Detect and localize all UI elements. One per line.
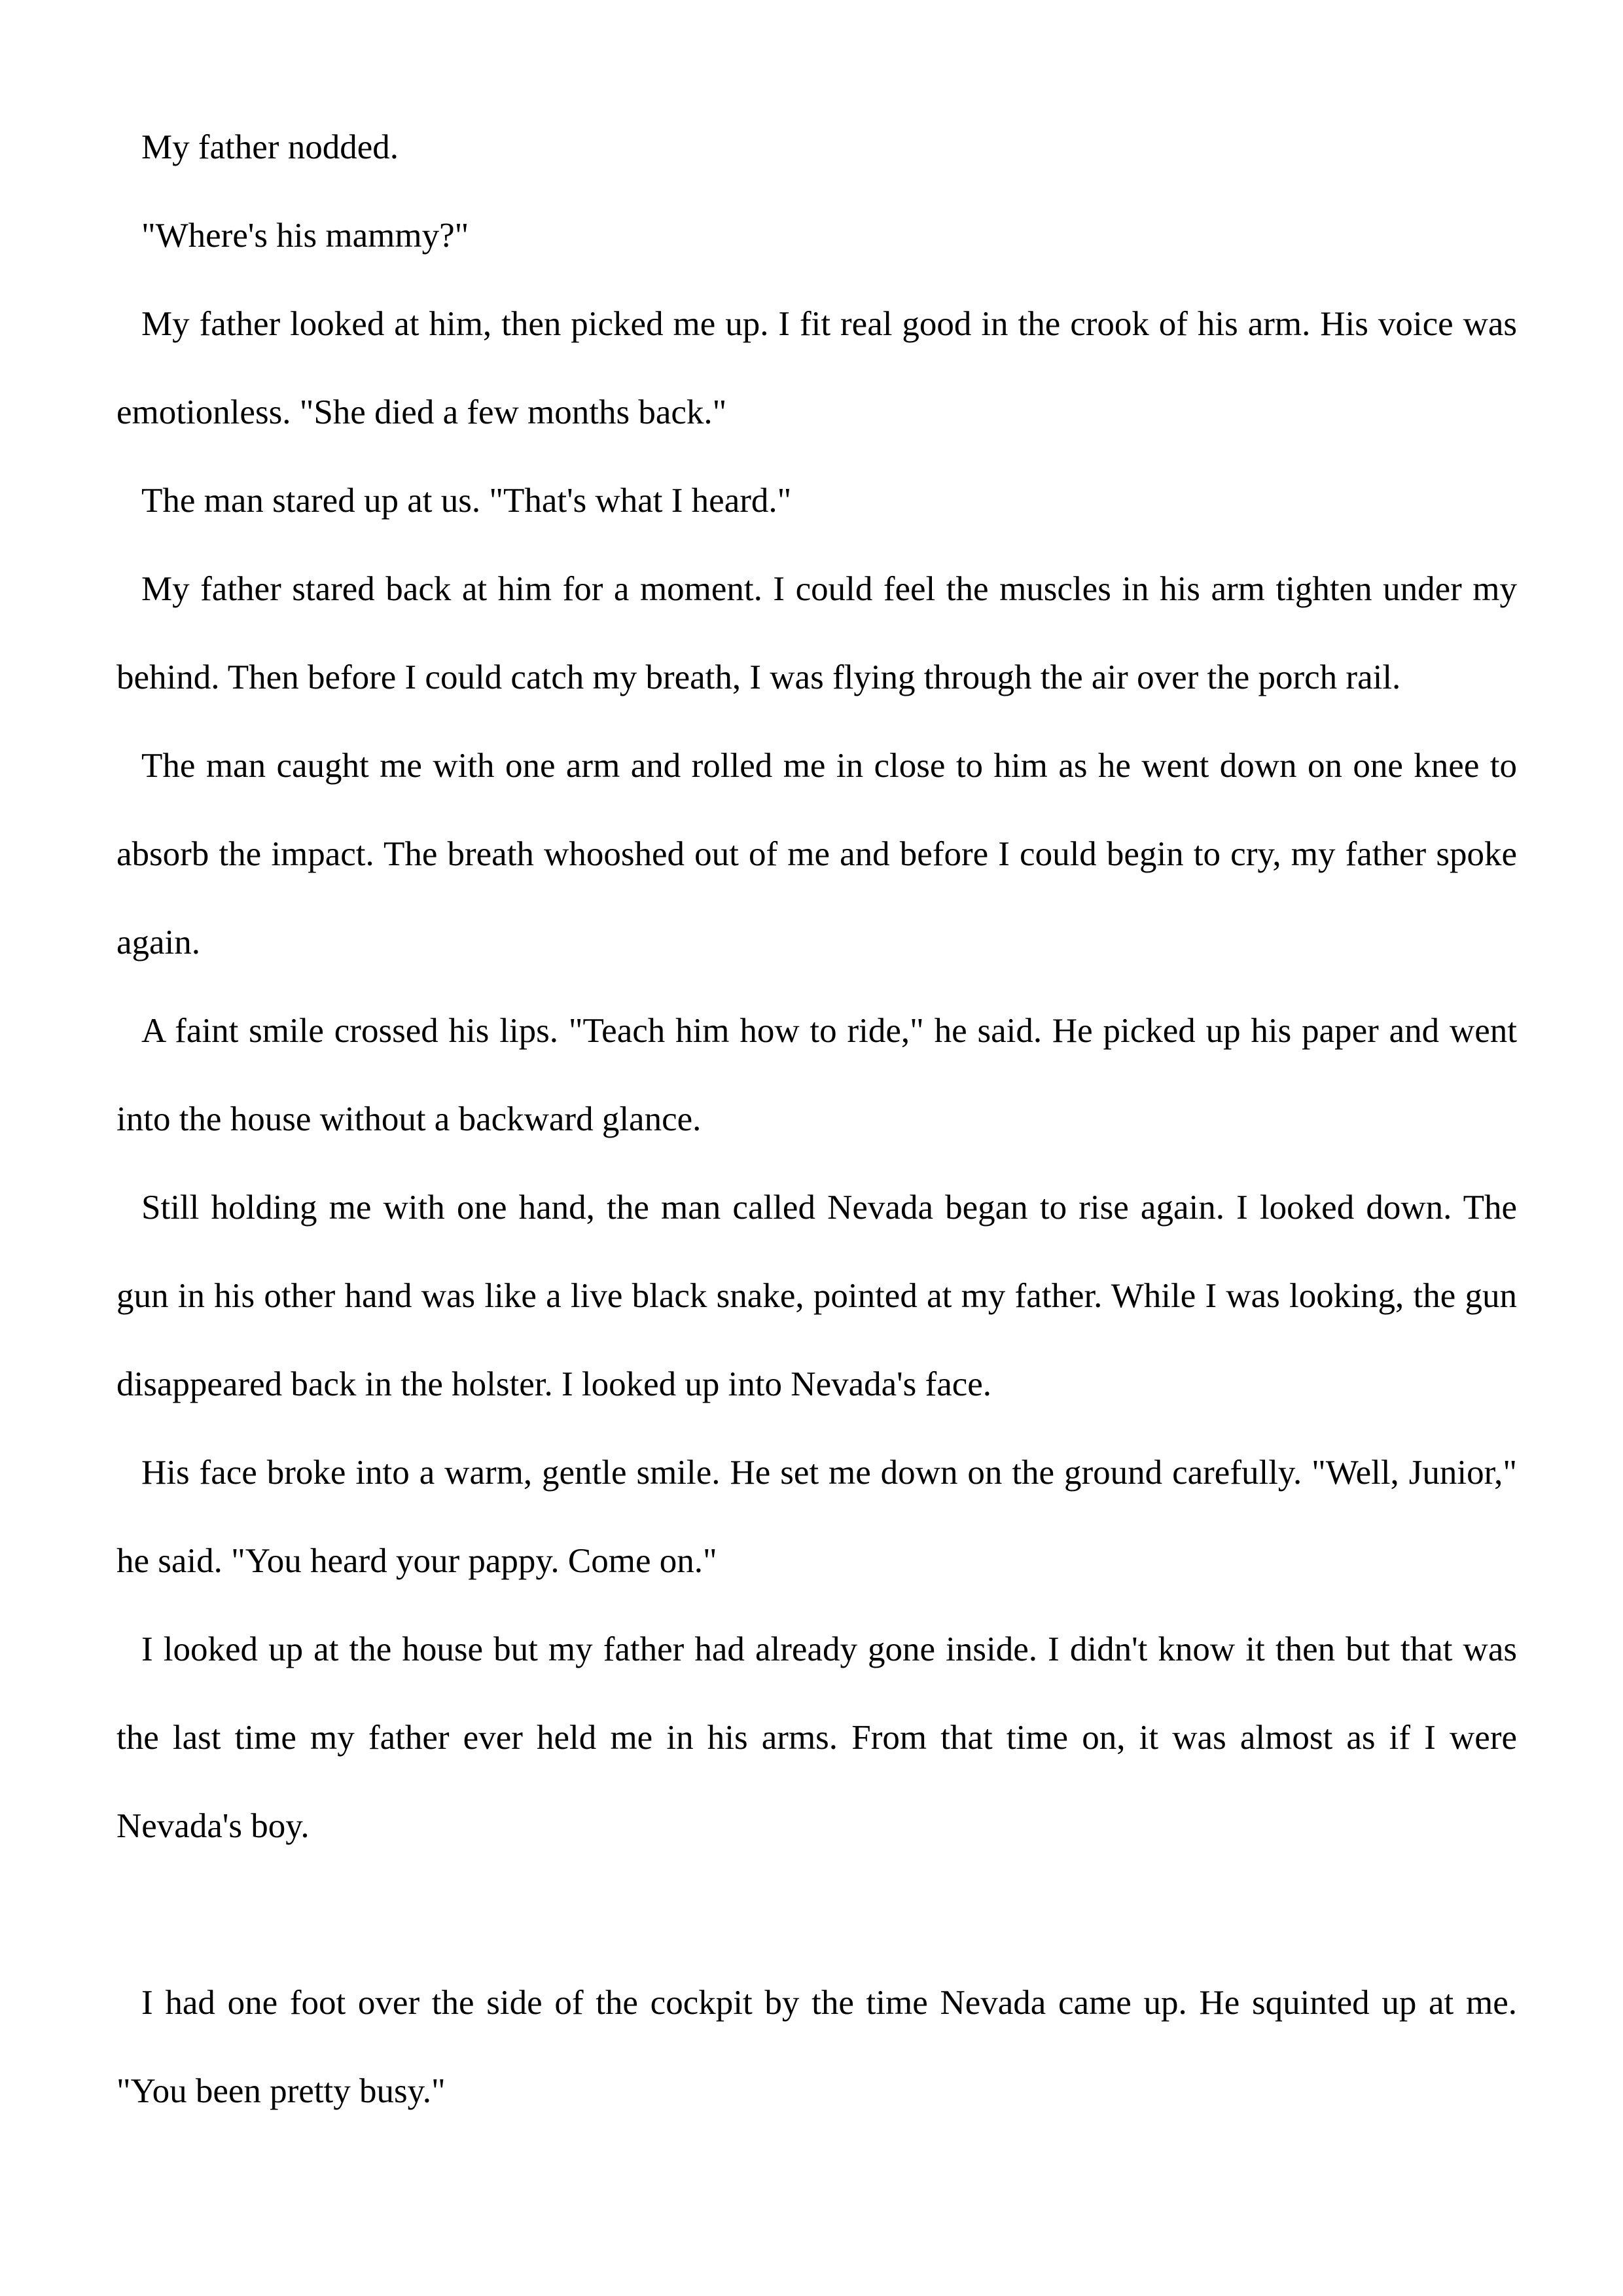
paragraph: The man caught me with one arm and rolled me in close to him as he went down on one knee to absorb the impact. The breath whooshed out of me and before I could begin to cry, my father spoke again. xyxy=(116,747,1517,961)
paragraph: Still holding me with one hand, the man called Nevada began to rise again. I looked down. The gun in his other hand was like a live black snake, pointed at my father. While I was looking, the gun disappeared back in the holster. I looked up into Nevada's face. xyxy=(116,1189,1517,1403)
text-body xyxy=(116,103,1517,2136)
paragraph: My father looked at him, then picked me up. I fit real good in the crook of his arm. His voice was emotionless. "She died a few months back." xyxy=(116,305,1517,431)
paragraph: My father nodded. xyxy=(141,128,399,166)
paragraph: A faint smile crossed his lips. "Teach him how to ride," he said. He picked up his paper and went into the house without a backward glance. xyxy=(116,1012,1517,1138)
paragraph: His face broke into a warm, gentle smile. He set me down on the ground carefully. "Well, Junior," he said. "You heard your pappy. Come on." xyxy=(116,1454,1517,1580)
paragraph: My father stared back at him for a moment. I could feel the muscles in his arm tighten under my behind. Then before I could catch my breath, I was flying through the air over the porch rail. xyxy=(116,570,1517,696)
paragraph: The man stared up at us. "That's what I heard." xyxy=(141,482,792,520)
paragraph: "Where's his mammy?" xyxy=(141,217,469,255)
paragraph: I had one foot over the side of the cockpit by the time Nevada came up. He squinted up at me. "You been pretty busy." xyxy=(116,1984,1517,2110)
paragraph: I looked up at the house but my father had already gone inside. I didn't know it then but that was the last time my father ever held me in his arms. From that time on, it was almost as if I were Nevada's boy. xyxy=(116,1630,1517,1845)
